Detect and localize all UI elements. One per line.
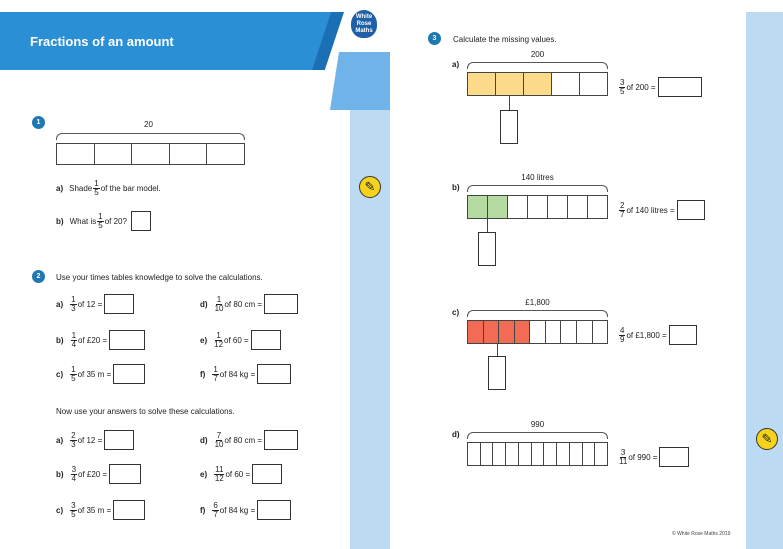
q3c-whole: £1,800 (525, 298, 550, 307)
q1-whole-label: 20 (144, 120, 153, 129)
white-rose-logo: White Rose Maths (349, 8, 379, 40)
answer-box[interactable] (113, 364, 145, 384)
answer-box[interactable] (252, 464, 282, 484)
q3a-part-line (509, 96, 510, 110)
q2-set2-item: c) $\frac{3}{5}$ of 35 m = (56, 500, 145, 520)
page-title: Fractions of an amount (30, 34, 174, 49)
q2-intro: Use your times tables knowledge to solve the calculations. (56, 273, 263, 282)
q3c-label: c) (452, 308, 460, 317)
answer-box[interactable] (677, 200, 705, 220)
answer-box[interactable] (669, 325, 697, 345)
q3a-whole: 200 (530, 50, 545, 59)
q2-set2-item: d) $\frac{7}{10}$ of 80 cm = (200, 430, 298, 450)
answer-box[interactable] (488, 356, 506, 390)
answer-box[interactable] (104, 294, 134, 314)
q2-intro2: Now use your answers to solve these calculations. (56, 407, 235, 416)
q3c-brace (467, 310, 608, 317)
answer-box[interactable] (113, 500, 145, 520)
q3a-brace (467, 62, 608, 69)
q2-set1-item: d) $\frac{1}{10}$ of 80 cm = (200, 294, 298, 314)
q3c-part-line (497, 344, 498, 356)
q2-set1-item: e) $\frac{1}{12}$ of 60 = (200, 330, 281, 350)
q3-intro: Calculate the missing values. (453, 35, 557, 44)
footer-copyright: © White Rose Maths 2019 (672, 531, 731, 537)
q3d-label: d) (452, 430, 460, 439)
q1-bar-model[interactable] (56, 143, 245, 165)
answer-box[interactable] (109, 464, 141, 484)
q2-set2-item: a) $\frac{2}{3}$ of 12 = (56, 430, 134, 450)
q1-brace (56, 133, 245, 140)
q3a-equation: $\frac{3}{5}$ of 200 = (618, 77, 702, 97)
answer-box[interactable] (264, 294, 298, 314)
answer-box[interactable] (131, 211, 151, 231)
q3b-part-line (487, 219, 488, 232)
answer-box[interactable] (257, 500, 291, 520)
q3a-bar-model (467, 72, 608, 96)
answer-box[interactable] (658, 77, 702, 97)
question-number-1: 1 (32, 116, 45, 129)
q2-set2-item: f) $\frac{6}{7}$ of 84 kg = (200, 500, 291, 520)
question-number-3: 3 (428, 32, 441, 45)
q1a-text: a) Shade $\frac{1}{5}$ of the bar model. (56, 179, 161, 197)
answer-box[interactable] (500, 110, 518, 144)
q3d-whole: 990 (530, 420, 545, 429)
q2-set1-item: f) $\frac{1}{7}$ of 84 kg = (200, 364, 291, 384)
answer-box[interactable] (264, 430, 298, 450)
pencil-icon: ✎ (359, 176, 381, 198)
q3b-equation: $\frac{2}{7}$ of 140 litres = (618, 200, 705, 220)
q2-set1-item: b) $\frac{1}{4}$ of £20 = (56, 330, 145, 350)
q1b-text: b) What is $\frac{1}{5}$ of 20? (56, 211, 151, 231)
answer-box[interactable] (251, 330, 281, 350)
q3a-label: a) (452, 60, 460, 69)
q3b-bar-model (467, 195, 608, 219)
q3b-label: b) (452, 183, 460, 192)
q3d-equation: $\frac{3}{11}$ of 990 = (618, 447, 689, 467)
answer-box[interactable] (659, 447, 689, 467)
answer-box[interactable] (104, 430, 134, 450)
side-stripe-right (746, 12, 783, 549)
q2-set1-item: c) $\frac{1}{5}$ of 35 m = (56, 364, 145, 384)
q3b-brace (467, 185, 608, 192)
q3d-brace (467, 432, 608, 439)
answer-box[interactable] (478, 232, 496, 266)
q3c-equation: $\frac{4}{9}$ of £1,800 = (618, 325, 697, 345)
q2-set2-item: b) $\frac{3}{4}$ of £20 = (56, 464, 141, 484)
answer-box[interactable] (109, 330, 145, 350)
q3d-bar-model (467, 442, 608, 466)
side-stripe-top (330, 52, 390, 110)
q2-set2-item: e) $\frac{11}{12}$ of 60 = (200, 464, 282, 484)
q3c-bar-model (467, 320, 608, 344)
pencil-icon: ✎ (756, 428, 778, 450)
q3b-whole: 140 litres (521, 173, 554, 182)
answer-box[interactable] (257, 364, 291, 384)
question-number-2: 2 (32, 270, 45, 283)
q2-set1-item: a) $\frac{1}{3}$ of 12 = (56, 294, 134, 314)
